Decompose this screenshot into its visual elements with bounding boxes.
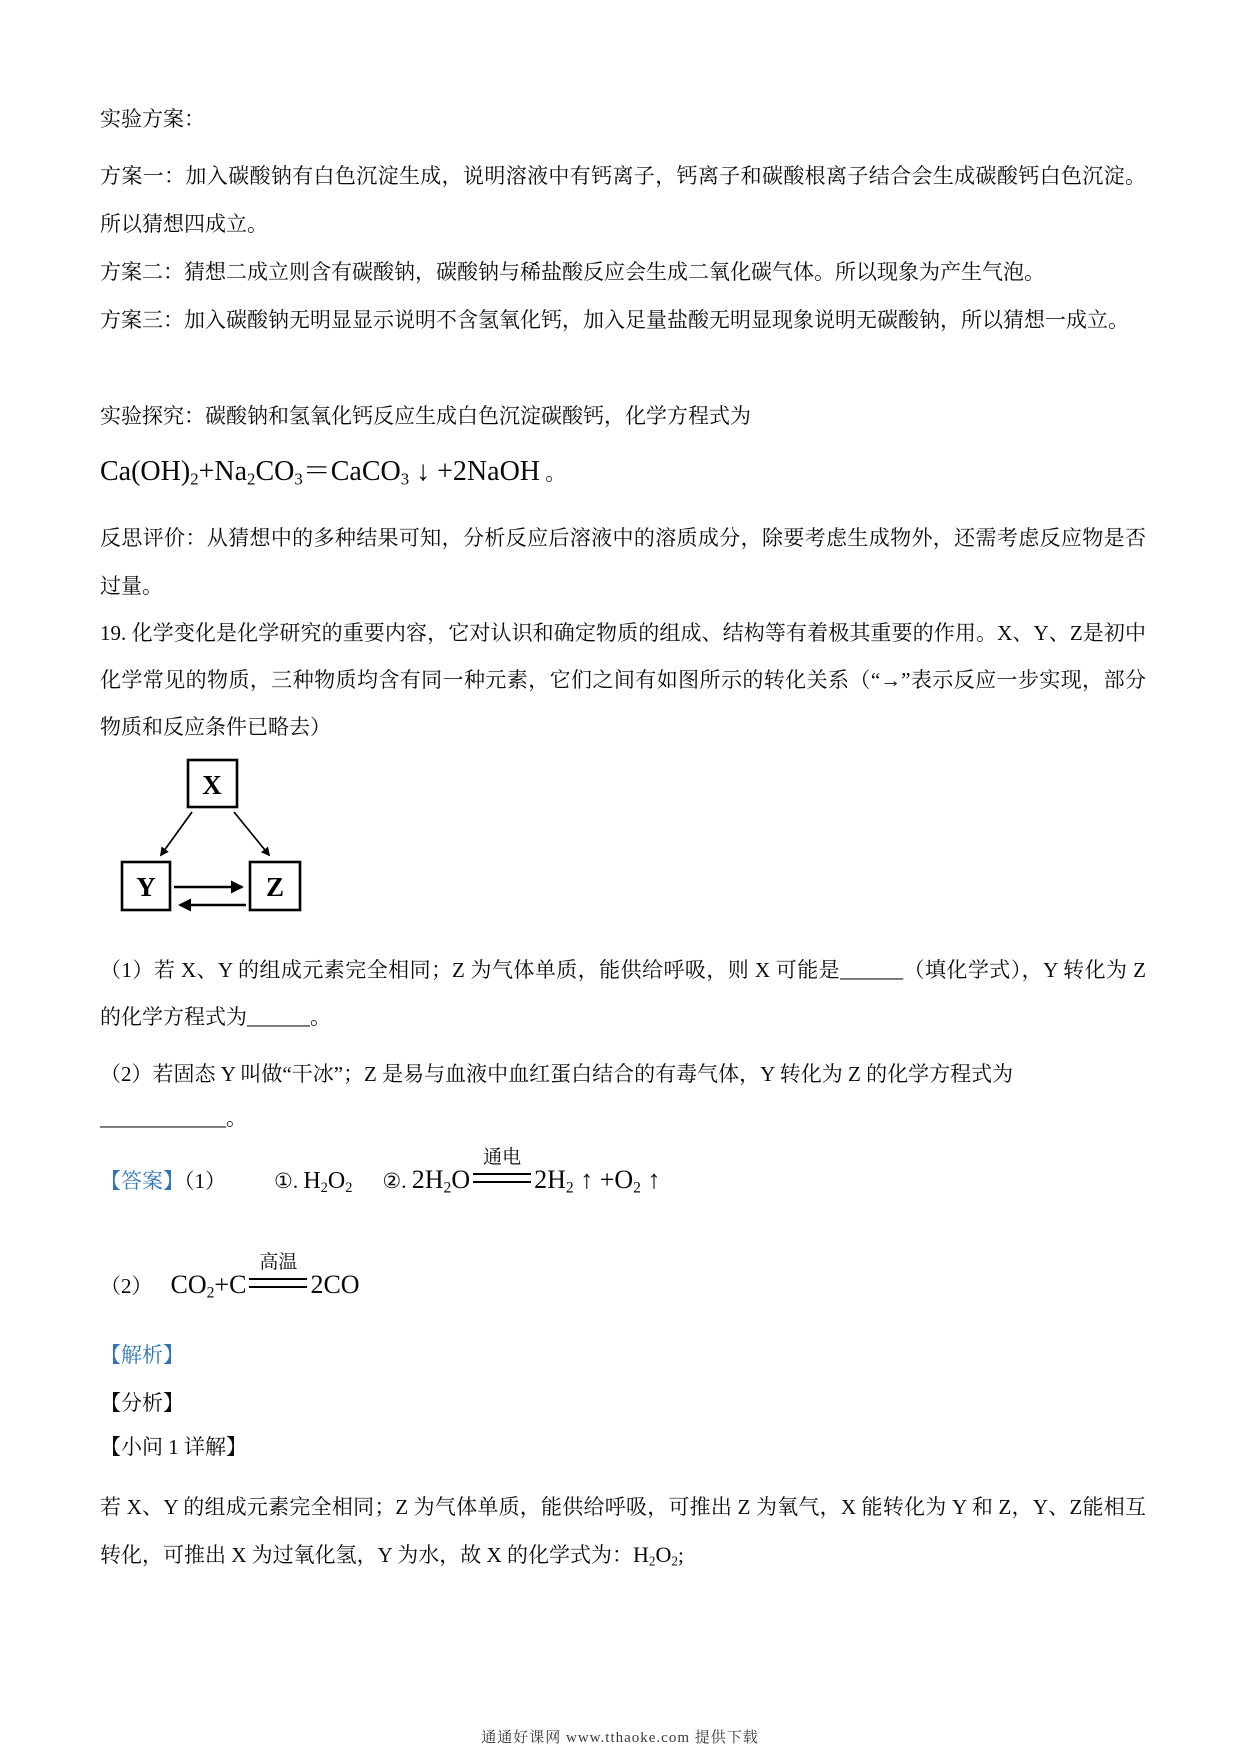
paragraph-question-1: （1）若 X、Y 的组成元素完全相同；Z 为气体单质，能供给呼吸，则 X 可能是______（填化学式），Y 转化为 Z 的化学方程式为______。 bbox=[100, 958, 1146, 1029]
detail1-suffix: ; bbox=[677, 1543, 684, 1567]
jiexi-label: 【解析】 bbox=[100, 1343, 184, 1367]
answer-label: 【答案】 bbox=[100, 1169, 184, 1193]
paragraph-reflect: 反思评价：从猜想中的多种结果可知，分析反应后溶液中的溶质成分，除要考虑生成物外，还需考虑反应物是否过量。 bbox=[100, 526, 1146, 598]
equation-water-electrolysis: 2H2O 通电 2H2 ↑ +O2 ↑ bbox=[411, 1147, 661, 1197]
reaction-condition: 高温 bbox=[249, 1283, 307, 1293]
detail1-text: 若 X、Y 的组成元素完全相同；Z 为气体单质，能供给呼吸，可推出 Z 为氧气，X 能转化为 Y 和 Z，Y、Z能相互转化，可推出 X 为过氧化氢，Y 为水，故 X 的化学式为： bbox=[100, 1495, 1146, 1567]
spacer bbox=[226, 1187, 274, 1188]
node-label-z: Z bbox=[265, 872, 285, 902]
answer-item2-number: ②. bbox=[382, 1169, 412, 1193]
node-label-x: X bbox=[202, 770, 222, 800]
page-footer: 通通好课网 www.tthaoke.com 提供下载 bbox=[481, 1730, 759, 1746]
paragraph-explore: 实验探究：碳酸钠和氢氧化钙反应生成白色沉淀碳酸钙，化学方程式为 bbox=[100, 404, 751, 428]
answer-line-2 bbox=[100, 1252, 1146, 1313]
fenxi-label: 【分析】 bbox=[100, 1391, 184, 1415]
paragraph-question-2: （2）若固态 Y 叫做“干冰”；Z 是易与血液中血红蛋白结合的有毒气体，Y 转化为 Z 的化学方程式为 bbox=[100, 1062, 1014, 1086]
spacer bbox=[153, 1292, 171, 1293]
answer-item1-number: ①. bbox=[274, 1169, 304, 1193]
detail1-paragraph bbox=[100, 1484, 1146, 1585]
question-2-blank: ____________。 bbox=[100, 1106, 247, 1130]
formula-h2o2-inline: H2O2 bbox=[632, 1542, 678, 1569]
paragraph-question-19: 19. 化学变化是化学研究的重要内容，它对认识和确定物质的组成、结构等有着极其重要的作用。X、Y、Z是初中化学常见的物质，三种物质均含有同一种元素，它们之间有如图所示的转化关系（“→”表示反应一步实现，部分物质和反应条件已略去） bbox=[100, 621, 1146, 739]
reaction-condition: 通电 bbox=[473, 1178, 531, 1188]
arrow-x-to-y bbox=[161, 812, 192, 855]
answer-q1-number: （1） bbox=[184, 1169, 226, 1193]
paragraph-plan3: 方案三：加入碳酸钠无明显显示说明不含氢氧化钙，加入足量盐酸无明显现象说明无碳酸钠，所以猜想一成立。 bbox=[100, 308, 1129, 332]
paragraph-plan1: 方案一：加入碳酸钠有白色沉淀生成，说明溶液中有钙离子，钙离子和碳酸根离子结合会生成碳酸钙白色沉淀。所以猜想四成立。 bbox=[100, 164, 1146, 236]
transformation-diagram bbox=[100, 750, 330, 920]
equation-caoh-na2co3: Ca(OH)2+Na2CO3＝CaCO3 ↓ +2NaOH 。 bbox=[100, 456, 567, 489]
paragraph-plan2: 方案二：猜想二成立则含有碳酸钠，碳酸钠与稀盐酸反应会生成二氧化碳气体。所以现象为产生气泡。 bbox=[100, 260, 1045, 284]
node-label-y: Y bbox=[136, 872, 156, 902]
answer-line-1 bbox=[100, 1147, 1146, 1208]
plan-title: 实验方案： bbox=[100, 107, 205, 131]
equation-co2-carbon: CO2+C 高温 2CO bbox=[170, 1252, 360, 1302]
arrow-x-to-z bbox=[234, 812, 269, 855]
spacer bbox=[352, 1187, 382, 1188]
detail1-label: 【小问 1 详解】 bbox=[100, 1435, 247, 1459]
formula-h2o2: H2O2 bbox=[303, 1168, 353, 1197]
answer-q2-number: （2） bbox=[100, 1274, 153, 1298]
